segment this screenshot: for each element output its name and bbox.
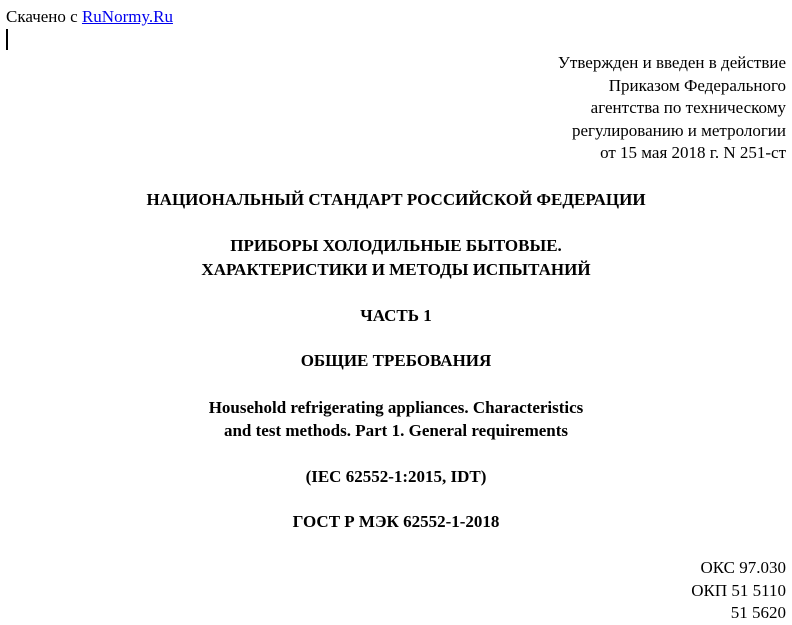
approval-line: Утвержден и введен в действие <box>557 53 786 72</box>
english-title-line: and test methods. Part 1. General requirements <box>223 421 569 440</box>
document-title <box>0 234 792 282</box>
text-cursor <box>6 29 8 50</box>
national-standard-heading: НАЦИОНАЛЬНЫЙ СТАНДАРТ РОССИЙСКОЙ ФЕДЕРАЦИИ <box>146 190 646 209</box>
iec-reference: (IEC 62552-1:2015, IDT) <box>305 467 487 486</box>
english-title-line: Household refrigerating appliances. Characteristics <box>208 398 584 417</box>
approval-line: от 15 мая 2018 г. N 251-ст <box>600 143 786 162</box>
approval-line: агентства по техническому <box>590 98 786 117</box>
approval-line: Приказом Федерального <box>608 75 786 95</box>
document-title-line: ХАРАКТЕРИСТИКИ И МЕТОДЫ ИСПЫТАНИЙ <box>201 260 591 279</box>
english-title <box>0 396 792 442</box>
part-number: ЧАСТЬ 1 <box>360 306 432 325</box>
okp-code: 51 5620 <box>730 603 786 622</box>
classification-codes <box>691 557 786 625</box>
part-title: ОБЩИЕ ТРЕБОВАНИЯ <box>300 351 492 370</box>
download-source-line <box>6 7 173 27</box>
approval-line: регулированию и метрологии <box>571 120 786 140</box>
gost-number: ГОСТ Р МЭК 62552-1-2018 <box>292 512 500 531</box>
runormy-link[interactable]: RuNormy.Ru <box>81 7 173 26</box>
download-prefix: Скачено с <box>6 7 82 26</box>
document-title-line: ПРИБОРЫ ХОЛОДИЛЬНЫЕ БЫТОВЫЕ. <box>230 236 562 255</box>
okp-code: ОКП 51 5110 <box>691 580 786 600</box>
approval-block <box>558 52 786 165</box>
oks-code: ОКС 97.030 <box>700 558 786 577</box>
